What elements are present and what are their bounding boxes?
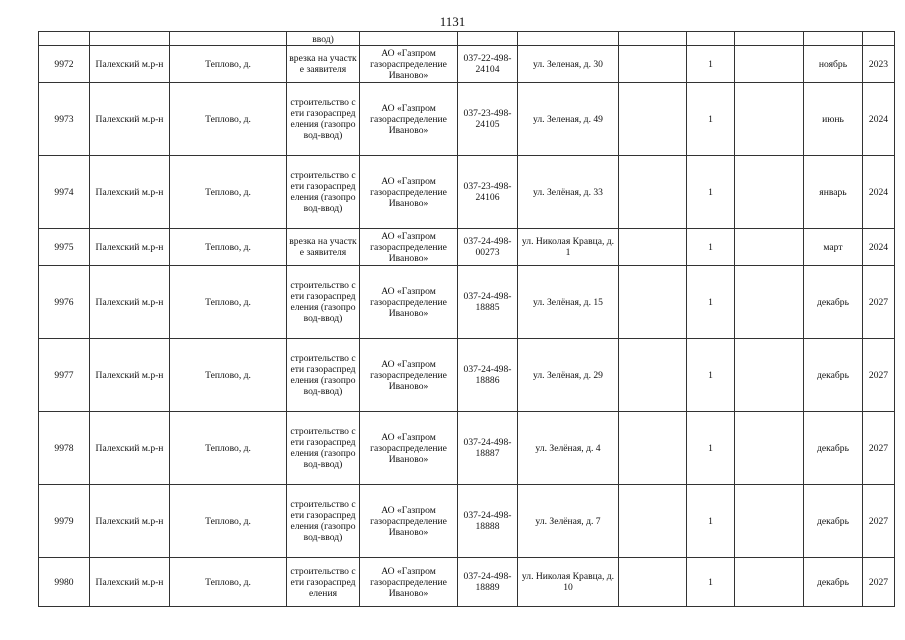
month-cell: июнь	[804, 83, 863, 156]
address-cell: ул. Зелёная, д. 15	[518, 266, 619, 339]
table-row	[39, 229, 895, 266]
month-cell: март	[804, 229, 863, 266]
locality-cell: Теплово, д.	[170, 339, 287, 412]
quantity-cell: 1	[687, 156, 735, 229]
application-code-cell: 037-22-498-24104	[458, 46, 518, 83]
district-cell: Палехский м.р-н	[90, 83, 170, 156]
district-cell: Палехский м.р-н	[90, 46, 170, 83]
locality-cell: Теплово, д.	[170, 412, 287, 485]
empty-cell	[735, 485, 804, 558]
table-row	[39, 266, 895, 339]
application-code-cell: 037-24-498-18887	[458, 412, 518, 485]
empty-cell	[735, 46, 804, 83]
quantity-cell: 1	[687, 412, 735, 485]
organization-cell: АО «Газпром газораспределение Иваново»	[360, 412, 458, 485]
year-cell: 2027	[863, 485, 895, 558]
empty-cell	[619, 83, 687, 156]
district-cell: Палехский м.р-н	[90, 266, 170, 339]
month-cell: декабрь	[804, 485, 863, 558]
quantity-cell: 1	[687, 266, 735, 339]
continued-cell-text: ввод)	[287, 32, 360, 46]
year-cell: 2027	[863, 339, 895, 412]
month-cell: декабрь	[804, 339, 863, 412]
address-cell: ул. Зелёная, д. 7	[518, 485, 619, 558]
address-cell: ул. Николая Кравца, д. 10	[518, 558, 619, 607]
empty-cell	[619, 266, 687, 339]
quantity-cell: 1	[687, 229, 735, 266]
application-code-cell: 037-23-498-24106	[458, 156, 518, 229]
table-body	[39, 32, 895, 607]
work-type-cell: строительство сети газораспределения (газопровод-ввод)	[287, 485, 360, 558]
address-cell: ул. Зелёная, д. 4	[518, 412, 619, 485]
empty-cell	[735, 558, 804, 607]
district-cell: Палехский м.р-н	[90, 156, 170, 229]
work-type-cell: строительство сети газораспределения	[287, 558, 360, 607]
application-code-cell: 037-24-498-18885	[458, 266, 518, 339]
application-code-cell: 037-24-498-18889	[458, 558, 518, 607]
table-row	[39, 156, 895, 229]
quantity-cell: 1	[687, 558, 735, 607]
application-code-cell: 037-24-498-00273	[458, 229, 518, 266]
empty-cell	[735, 229, 804, 266]
locality-cell: Теплово, д.	[170, 46, 287, 83]
organization-cell: АО «Газпром газораспределение Иваново»	[360, 46, 458, 83]
empty-cell	[619, 339, 687, 412]
year-cell: 2027	[863, 266, 895, 339]
work-type-cell: строительство сети газораспределения (газопровод-ввод)	[287, 412, 360, 485]
row-number-cell: 9978	[39, 412, 90, 485]
empty-cell	[735, 266, 804, 339]
empty-cell	[735, 339, 804, 412]
month-cell: декабрь	[804, 558, 863, 607]
organization-cell: АО «Газпром газораспределение Иваново»	[360, 229, 458, 266]
year-cell: 2023	[863, 46, 895, 83]
organization-cell: АО «Газпром газораспределение Иваново»	[360, 83, 458, 156]
locality-cell: Теплово, д.	[170, 83, 287, 156]
gas-connection-registry-table	[38, 31, 895, 607]
work-type-cell: врезка на участке заявителя	[287, 46, 360, 83]
row-number-cell: 9973	[39, 83, 90, 156]
quantity-cell: 1	[687, 83, 735, 156]
work-type-cell: врезка на участке заявителя	[287, 229, 360, 266]
locality-cell: Теплово, д.	[170, 558, 287, 607]
work-type-cell: строительство сети газораспределения (газопровод-ввод)	[287, 266, 360, 339]
organization-cell: АО «Газпром газораспределение Иваново»	[360, 156, 458, 229]
district-cell: Палехский м.р-н	[90, 558, 170, 607]
quantity-cell: 1	[687, 485, 735, 558]
table-row	[39, 485, 895, 558]
empty-cell	[619, 558, 687, 607]
row-number-cell: 9979	[39, 485, 90, 558]
locality-cell: Теплово, д.	[170, 266, 287, 339]
row-number-cell: 9975	[39, 229, 90, 266]
month-cell: декабрь	[804, 266, 863, 339]
row-number-cell: 9972	[39, 46, 90, 83]
row-number-cell: 9976	[39, 266, 90, 339]
table-row	[39, 83, 895, 156]
empty-cell	[735, 156, 804, 229]
month-cell: ноябрь	[804, 46, 863, 83]
empty-cell	[619, 229, 687, 266]
year-cell: 2024	[863, 229, 895, 266]
district-cell: Палехский м.р-н	[90, 229, 170, 266]
empty-cell	[619, 485, 687, 558]
table-row-continued	[39, 32, 895, 46]
empty-cell	[735, 412, 804, 485]
table-row	[39, 412, 895, 485]
empty-cell	[735, 83, 804, 156]
month-cell: январь	[804, 156, 863, 229]
work-type-cell: строительство сети газораспределения (газопровод-ввод)	[287, 156, 360, 229]
locality-cell: Теплово, д.	[170, 156, 287, 229]
row-number-cell: 9974	[39, 156, 90, 229]
organization-cell: АО «Газпром газораспределение Иваново»	[360, 266, 458, 339]
address-cell: ул. Зеленая, д. 30	[518, 46, 619, 83]
application-code-cell: 037-24-498-18888	[458, 485, 518, 558]
work-type-cell: строительство сети газораспределения (газопровод-ввод)	[287, 339, 360, 412]
table-row	[39, 558, 895, 607]
row-number-cell: 9980	[39, 558, 90, 607]
table-row	[39, 339, 895, 412]
address-cell: ул. Зеленая, д. 49	[518, 83, 619, 156]
locality-cell: Теплово, д.	[170, 229, 287, 266]
year-cell: 2027	[863, 412, 895, 485]
address-cell: ул. Зелёная, д. 33	[518, 156, 619, 229]
locality-cell: Теплово, д.	[170, 485, 287, 558]
quantity-cell: 1	[687, 46, 735, 83]
page-number: 1131	[439, 14, 466, 29]
organization-cell: АО «Газпром газораспределение Иваново»	[360, 558, 458, 607]
address-cell: ул. Николая Кравца, д. 1	[518, 229, 619, 266]
row-number-cell: 9977	[39, 339, 90, 412]
empty-cell	[619, 412, 687, 485]
quantity-cell: 1	[687, 339, 735, 412]
application-code-cell: 037-24-498-18886	[458, 339, 518, 412]
organization-cell: АО «Газпром газораспределение Иваново»	[360, 339, 458, 412]
address-cell: ул. Зелёная, д. 29	[518, 339, 619, 412]
application-code-cell: 037-23-498-24105	[458, 83, 518, 156]
year-cell: 2027	[863, 558, 895, 607]
district-cell: Палехский м.р-н	[90, 485, 170, 558]
year-cell: 2024	[863, 83, 895, 156]
district-cell: Палехский м.р-н	[90, 412, 170, 485]
district-cell: Палехский м.р-н	[90, 339, 170, 412]
year-cell: 2024	[863, 156, 895, 229]
month-cell: декабрь	[804, 412, 863, 485]
empty-cell	[619, 46, 687, 83]
empty-cell	[619, 156, 687, 229]
organization-cell: АО «Газпром газораспределение Иваново»	[360, 485, 458, 558]
table-row	[39, 46, 895, 83]
work-type-cell: строительство сети газораспределения (газопровод-ввод)	[287, 83, 360, 156]
